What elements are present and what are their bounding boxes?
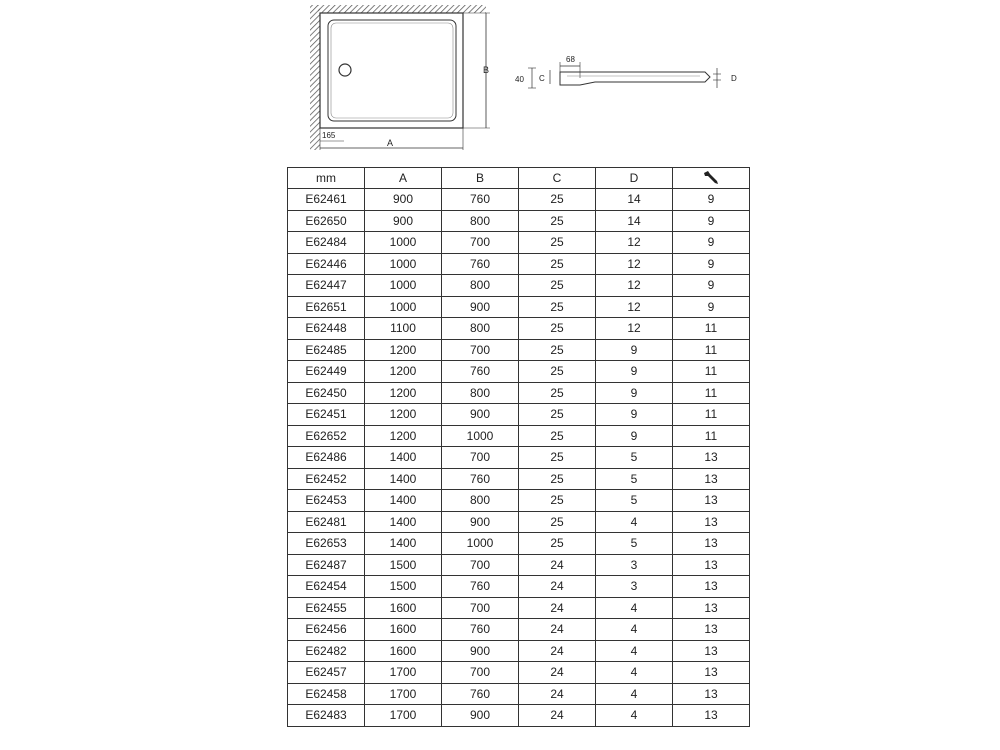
cell-a: 1600: [365, 597, 442, 619]
table-row: [288, 554, 750, 576]
cell-c: 25: [519, 511, 596, 533]
cell-a: 1400: [365, 490, 442, 512]
table-row: [288, 619, 750, 641]
cell-code: E62481: [288, 511, 365, 533]
cell-d: 12: [596, 275, 673, 297]
cell-weight: 9: [673, 232, 750, 254]
cell-c: 24: [519, 705, 596, 727]
cell-code: E62484: [288, 232, 365, 254]
table-row: [288, 318, 750, 340]
cell-d: 9: [596, 361, 673, 383]
cell-b: 1000: [442, 425, 519, 447]
cell-weight: 13: [673, 554, 750, 576]
cell-d: 4: [596, 662, 673, 684]
table-row: [288, 662, 750, 684]
cell-a: 1700: [365, 705, 442, 727]
cell-d: 9: [596, 425, 673, 447]
cell-a: 1200: [365, 425, 442, 447]
cell-c: 24: [519, 662, 596, 684]
cell-a: 1100: [365, 318, 442, 340]
wall-hatch-left: [310, 5, 320, 150]
cell-code: E62448: [288, 318, 365, 340]
cell-weight: 9: [673, 210, 750, 232]
table-row: [288, 511, 750, 533]
cell-b: 800: [442, 318, 519, 340]
cell-a: 1700: [365, 683, 442, 705]
cell-a: 1200: [365, 382, 442, 404]
cell-a: 1400: [365, 511, 442, 533]
cell-code: E62456: [288, 619, 365, 641]
cell-code: E62461: [288, 189, 365, 211]
cell-d: 3: [596, 554, 673, 576]
table-header-row: [288, 168, 750, 189]
cell-weight: 11: [673, 404, 750, 426]
wall-hatch-top: [318, 5, 486, 13]
cell-d: 14: [596, 189, 673, 211]
header-a: A: [365, 168, 442, 189]
table-row: [288, 339, 750, 361]
cell-d: 3: [596, 576, 673, 598]
table-row: [288, 468, 750, 490]
tray-profile: [560, 72, 710, 85]
table-row: [288, 683, 750, 705]
header-weight: [673, 168, 750, 189]
cell-b: 900: [442, 511, 519, 533]
cell-code: E62446: [288, 253, 365, 275]
cell-b: 760: [442, 576, 519, 598]
cell-c: 25: [519, 318, 596, 340]
cell-code: E62449: [288, 361, 365, 383]
cell-c: 25: [519, 232, 596, 254]
cell-b: 760: [442, 253, 519, 275]
cell-weight: 13: [673, 533, 750, 555]
cell-b: 900: [442, 640, 519, 662]
cell-weight: 13: [673, 490, 750, 512]
cell-b: 700: [442, 597, 519, 619]
cell-c: 24: [519, 619, 596, 641]
cell-a: 900: [365, 189, 442, 211]
cell-c: 24: [519, 554, 596, 576]
cell-c: 25: [519, 382, 596, 404]
cell-c: 25: [519, 253, 596, 275]
dim-40-label: 40: [515, 75, 524, 84]
cell-weight: 9: [673, 275, 750, 297]
cell-weight: 11: [673, 361, 750, 383]
dim-b-label: B: [483, 65, 490, 75]
cell-b: 700: [442, 339, 519, 361]
cell-weight: 9: [673, 189, 750, 211]
cell-a: 1600: [365, 619, 442, 641]
cell-weight: 13: [673, 705, 750, 727]
cell-d: 4: [596, 597, 673, 619]
cell-a: 900: [365, 210, 442, 232]
cell-weight: 13: [673, 619, 750, 641]
cell-code: E62487: [288, 554, 365, 576]
tray-outer: [320, 13, 463, 128]
cell-weight: 9: [673, 253, 750, 275]
cell-weight: 11: [673, 425, 750, 447]
cell-b: 800: [442, 490, 519, 512]
cell-weight: 13: [673, 662, 750, 684]
cell-a: 1000: [365, 253, 442, 275]
dim-c-label: C: [539, 74, 545, 83]
header-b: B: [442, 168, 519, 189]
cell-code: E62486: [288, 447, 365, 469]
cell-a: 1200: [365, 339, 442, 361]
cell-c: 25: [519, 275, 596, 297]
cell-a: 1600: [365, 640, 442, 662]
cell-code: E62450: [288, 382, 365, 404]
cell-code: E62453: [288, 490, 365, 512]
cell-a: 1700: [365, 662, 442, 684]
dim-165-label: 165: [322, 131, 336, 140]
cell-b: 760: [442, 361, 519, 383]
cell-c: 24: [519, 683, 596, 705]
cell-c: 25: [519, 361, 596, 383]
table-row: [288, 533, 750, 555]
cell-weight: 11: [673, 339, 750, 361]
cell-code: E62485: [288, 339, 365, 361]
cell-d: 5: [596, 533, 673, 555]
cell-weight: 13: [673, 640, 750, 662]
spanner-icon: [701, 170, 721, 186]
cell-c: 25: [519, 339, 596, 361]
cell-a: 1000: [365, 296, 442, 318]
table-row: [288, 296, 750, 318]
cell-code: E62455: [288, 597, 365, 619]
cell-a: 1200: [365, 361, 442, 383]
cell-d: 9: [596, 404, 673, 426]
cell-weight: 13: [673, 597, 750, 619]
spec-table: [287, 167, 750, 727]
dim-d-label: D: [731, 74, 737, 83]
cell-c: 25: [519, 490, 596, 512]
cell-code: E62458: [288, 683, 365, 705]
cell-d: 4: [596, 619, 673, 641]
cell-d: 5: [596, 447, 673, 469]
cell-d: 5: [596, 490, 673, 512]
header-c: C: [519, 168, 596, 189]
cell-c: 24: [519, 640, 596, 662]
table-row: [288, 189, 750, 211]
cell-d: 9: [596, 339, 673, 361]
cell-b: 760: [442, 619, 519, 641]
cell-a: 1200: [365, 404, 442, 426]
cell-weight: 13: [673, 683, 750, 705]
cell-d: 12: [596, 232, 673, 254]
cell-b: 700: [442, 232, 519, 254]
table-row: [288, 640, 750, 662]
cell-code: E62482: [288, 640, 365, 662]
cell-d: 4: [596, 683, 673, 705]
cell-a: 1500: [365, 576, 442, 598]
cell-d: 4: [596, 640, 673, 662]
cell-d: 9: [596, 382, 673, 404]
cell-c: 24: [519, 597, 596, 619]
dim-68-label: 68: [566, 55, 575, 64]
cell-a: 1400: [365, 447, 442, 469]
cell-c: 25: [519, 189, 596, 211]
cell-d: 4: [596, 705, 673, 727]
dim-a-label: A: [387, 138, 394, 148]
cell-code: E62451: [288, 404, 365, 426]
table-row: [288, 275, 750, 297]
profile-view-drawing: [505, 40, 750, 110]
cell-code: E62652: [288, 425, 365, 447]
cell-b: 700: [442, 554, 519, 576]
cell-code: E62651: [288, 296, 365, 318]
table-row: [288, 490, 750, 512]
table-row: [288, 404, 750, 426]
cell-d: 5: [596, 468, 673, 490]
cell-code: E62650: [288, 210, 365, 232]
cell-weight: 13: [673, 468, 750, 490]
cell-code: E62454: [288, 576, 365, 598]
table-row: [288, 253, 750, 275]
table-row: [288, 705, 750, 727]
table-row: [288, 382, 750, 404]
cell-b: 900: [442, 705, 519, 727]
cell-b: 800: [442, 382, 519, 404]
table-row: [288, 232, 750, 254]
table-row: [288, 210, 750, 232]
cell-weight: 13: [673, 511, 750, 533]
cell-c: 25: [519, 210, 596, 232]
table-row: [288, 425, 750, 447]
cell-code: E62447: [288, 275, 365, 297]
cell-b: 900: [442, 296, 519, 318]
cell-code: E62653: [288, 533, 365, 555]
header-mm: mm: [288, 168, 365, 189]
cell-weight: 13: [673, 447, 750, 469]
cell-weight: 9: [673, 296, 750, 318]
table-row: [288, 597, 750, 619]
cell-b: 700: [442, 662, 519, 684]
cell-a: 1500: [365, 554, 442, 576]
cell-c: 25: [519, 425, 596, 447]
cell-a: 1000: [365, 275, 442, 297]
cell-weight: 11: [673, 318, 750, 340]
cell-a: 1400: [365, 533, 442, 555]
cell-d: 12: [596, 318, 673, 340]
table-row: [288, 361, 750, 383]
cell-d: 4: [596, 511, 673, 533]
cell-c: 24: [519, 576, 596, 598]
cell-weight: 11: [673, 382, 750, 404]
cell-b: 760: [442, 683, 519, 705]
cell-c: 25: [519, 468, 596, 490]
cell-d: 12: [596, 253, 673, 275]
cell-weight: 13: [673, 576, 750, 598]
cell-b: 1000: [442, 533, 519, 555]
cell-code: E62483: [288, 705, 365, 727]
cell-b: 700: [442, 447, 519, 469]
cell-c: 25: [519, 296, 596, 318]
cell-c: 25: [519, 404, 596, 426]
table-row: [288, 576, 750, 598]
cell-a: 1000: [365, 232, 442, 254]
plan-view-drawing: [300, 0, 500, 160]
cell-code: E62457: [288, 662, 365, 684]
cell-a: 1400: [365, 468, 442, 490]
cell-b: 760: [442, 468, 519, 490]
cell-b: 800: [442, 275, 519, 297]
cell-b: 760: [442, 189, 519, 211]
cell-d: 12: [596, 296, 673, 318]
cell-code: E62452: [288, 468, 365, 490]
cell-c: 25: [519, 533, 596, 555]
cell-c: 25: [519, 447, 596, 469]
cell-b: 800: [442, 210, 519, 232]
header-d: D: [596, 168, 673, 189]
table-row: [288, 447, 750, 469]
cell-b: 900: [442, 404, 519, 426]
cell-d: 14: [596, 210, 673, 232]
